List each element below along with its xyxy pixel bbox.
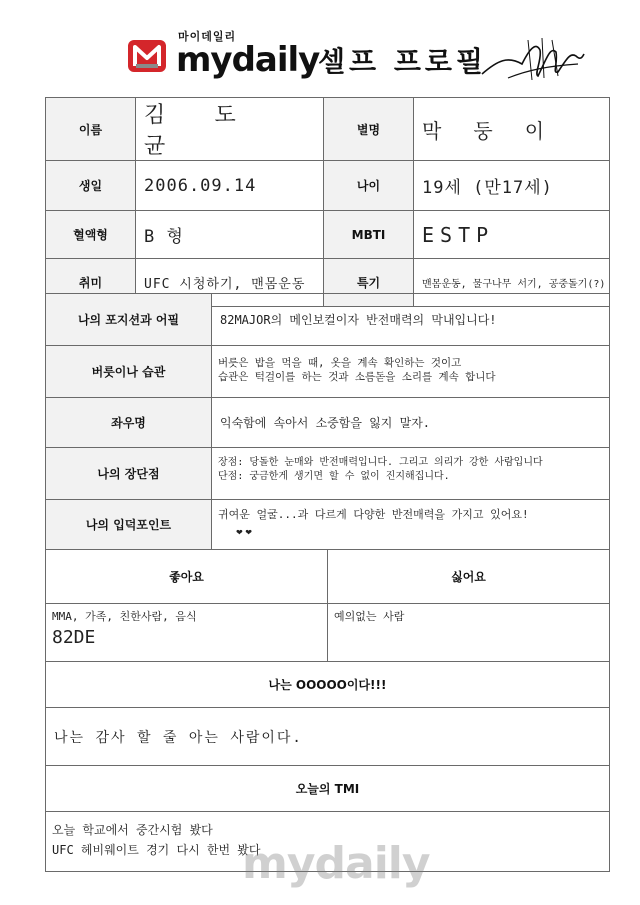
tmi-line-2: UFC 헤비웨이트 경기 다시 한번 봤다 bbox=[52, 843, 261, 857]
name-value: 김 도 균 bbox=[136, 98, 324, 161]
watermark: mydaily bbox=[242, 838, 430, 889]
position-label: 나의 포지션과 어필 bbox=[46, 294, 212, 346]
iam-value: 나는 감사 할 줄 아는 사람이다. bbox=[46, 708, 610, 766]
sections-table bbox=[45, 293, 610, 550]
likes-value bbox=[46, 604, 328, 662]
dislikes-value: 예의없는 사람 bbox=[328, 604, 610, 662]
header bbox=[0, 0, 640, 96]
pros-line: 장점: 당돌한 눈매와 반전매력입니다. 그리고 의리가 강한 사람입니다 bbox=[218, 457, 543, 468]
age-label: 나이 bbox=[324, 161, 414, 211]
logo-wordmark: mydaily bbox=[176, 40, 320, 80]
likes-table bbox=[45, 549, 610, 662]
iam-heading: 나는 OOOOO이다!!! bbox=[46, 662, 610, 708]
logo-korean-text: 마이데일리 bbox=[178, 30, 237, 43]
habit-line-2: 습관은 턱걸이를 하는 것과 소름돋을 소리를 계속 합니다 bbox=[218, 371, 496, 383]
iam-table bbox=[45, 661, 610, 766]
blood-type-label: 혈액형 bbox=[46, 211, 136, 259]
motto-value: 익숙함에 속아서 소중함을 잃지 말자. bbox=[212, 398, 610, 448]
likes-line-2: 82DE bbox=[52, 627, 96, 648]
position-value: 82MAJOR의 메인보컬이자 반전매력의 막내입니다! bbox=[212, 294, 610, 346]
profile-table bbox=[45, 97, 610, 307]
handwritten-signature bbox=[478, 30, 588, 90]
tmi-heading: 오늘의 TMI bbox=[46, 766, 610, 812]
name-label: 이름 bbox=[46, 98, 136, 161]
mydaily-logo-icon bbox=[126, 34, 168, 76]
talent-value: 맨몸운동, 물구나무 서기, 공중돌기(?) bbox=[414, 259, 610, 307]
hobby-label: 취미 bbox=[46, 259, 136, 307]
age-value: 19세 (만17세) bbox=[414, 161, 610, 211]
page-title: 셀프 프로필 bbox=[318, 45, 487, 78]
motto-label: 좌우명 bbox=[46, 398, 212, 448]
nickname-value: 막 둥 이 bbox=[414, 98, 610, 161]
entry-point-value: 귀여운 얼굴...과 다르게 다양한 반전매력을 가지고 있어요! bbox=[212, 500, 610, 550]
hobby-value: UFC 시청하기, 맨몸운동 bbox=[136, 259, 324, 307]
likes-heading: 좋아요 bbox=[46, 550, 328, 604]
dislikes-heading: 싫어요 bbox=[328, 550, 610, 604]
cons-line: 단점: 궁금한게 생기면 할 수 없이 진지해집니다. bbox=[218, 471, 450, 482]
birthday-value: 2006.09.14 bbox=[136, 161, 324, 211]
heart-doodle-icon: ❤ ❤ bbox=[236, 528, 252, 537]
pros-cons-label: 나의 장단점 bbox=[46, 448, 212, 500]
habit-label: 버릇이나 습관 bbox=[46, 346, 212, 398]
entry-point-label: 나의 입덕포인트 bbox=[46, 500, 212, 550]
birthday-label: 생일 bbox=[46, 161, 136, 211]
tmi-line-1: 오늘 학교에서 중간시험 봤다 bbox=[52, 823, 213, 837]
pros-cons-value bbox=[212, 448, 610, 500]
mbti-label: MBTI bbox=[324, 211, 414, 259]
blood-type-value: B 형 bbox=[136, 211, 324, 259]
mbti-value: ESTP bbox=[414, 211, 610, 259]
talent-label: 특기 bbox=[324, 259, 414, 307]
nickname-label: 별명 bbox=[324, 98, 414, 161]
habit-value bbox=[212, 346, 610, 398]
likes-line-1: MMA, 가족, 친한사람, 음식 bbox=[52, 610, 197, 623]
habit-line-1: 버릇은 밥을 먹을 때, 옷을 계속 확인하는 것이고 bbox=[218, 357, 462, 369]
